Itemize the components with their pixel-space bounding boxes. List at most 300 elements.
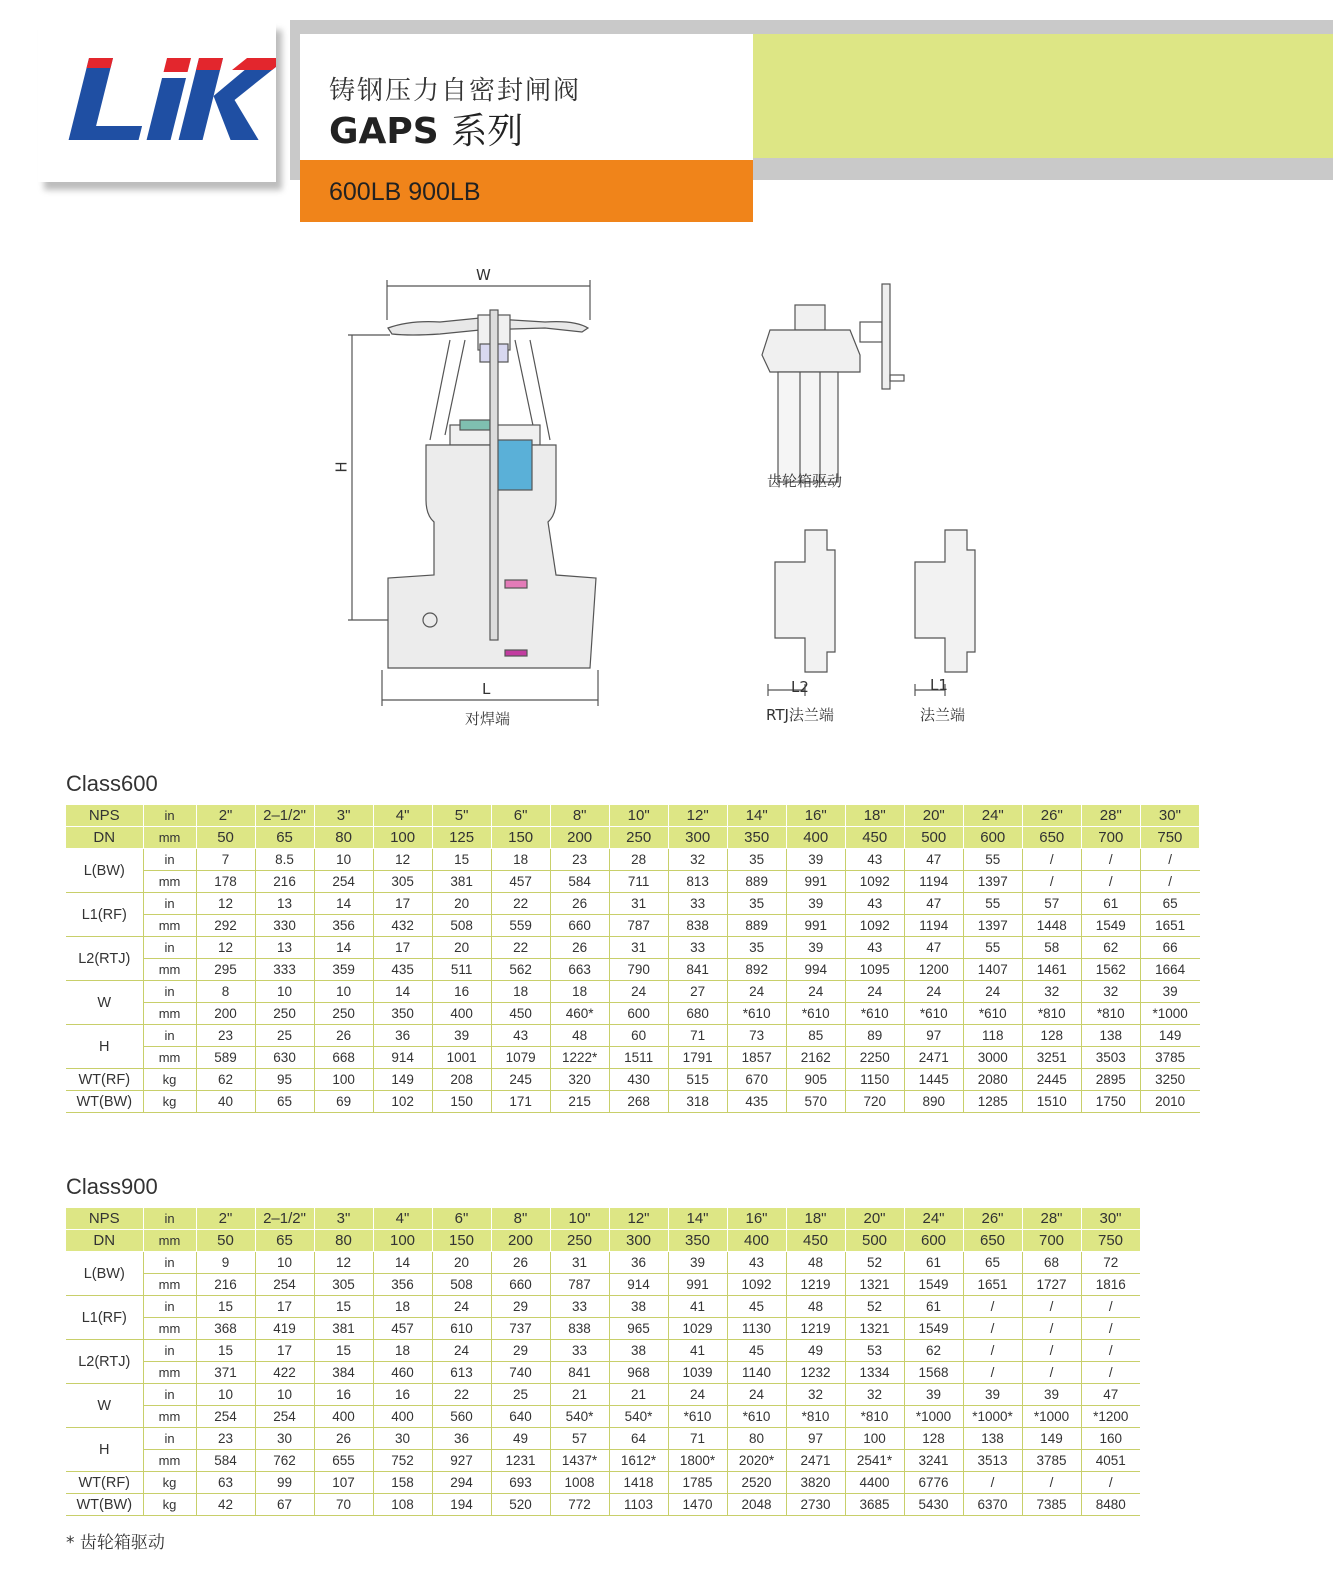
table-cell: 350 (373, 1003, 432, 1025)
dimension-label: H (66, 1025, 143, 1069)
table-cell: *810 (845, 1406, 904, 1428)
dn-value: 200 (491, 1230, 550, 1252)
unit-label: mm (143, 1362, 196, 1384)
table-cell: 52 (845, 1252, 904, 1274)
table-cell: 69 (314, 1091, 373, 1113)
table-cell: 22 (491, 893, 550, 915)
flange-end-caption: 法兰端 (920, 706, 966, 724)
dn-value: 350 (727, 827, 786, 849)
table-cell: 254 (196, 1406, 255, 1428)
table-cell: 435 (373, 959, 432, 981)
unit-label: mm (143, 1406, 196, 1428)
class900-nps-row (66, 1208, 1140, 1230)
table-cell: 422 (255, 1362, 314, 1384)
table-cell: 1140 (727, 1362, 786, 1384)
table-cell: 400 (314, 1406, 373, 1428)
table-cell: 36 (373, 1025, 432, 1047)
table-cell: 149 (1140, 1025, 1199, 1047)
table-cell: 97 (786, 1428, 845, 1450)
dim-l-label: L (482, 680, 491, 698)
table-cell: 2445 (1022, 1069, 1081, 1091)
table-cell: 24 (432, 1340, 491, 1362)
table-cell: 99 (255, 1472, 314, 1494)
table-cell: 991 (668, 1274, 727, 1296)
table-cell: 1727 (1022, 1274, 1081, 1296)
table-cell: 430 (609, 1069, 668, 1091)
table-cell: 613 (432, 1362, 491, 1384)
table-cell: 1092 (845, 915, 904, 937)
nps-value: 2–1/2" (255, 1208, 314, 1230)
table-cell: 3513 (963, 1450, 1022, 1472)
table-cell: 740 (491, 1362, 550, 1384)
table-cell: 356 (373, 1274, 432, 1296)
table-cell: 28 (609, 849, 668, 871)
table-cell: 511 (432, 959, 491, 981)
table-cell: 254 (255, 1274, 314, 1296)
class600-weight-row (66, 1069, 1200, 1091)
table-cell: 2471 (904, 1047, 963, 1069)
table-cell: 1130 (727, 1318, 786, 1340)
table-cell: 384 (314, 1362, 373, 1384)
dn-value: 600 (904, 1230, 963, 1252)
table-cell: 40 (196, 1091, 255, 1113)
header-accent-panel (753, 34, 1333, 158)
table-cell: 752 (373, 1450, 432, 1472)
class600-weight-row (66, 1091, 1200, 1113)
dn-value: 700 (1081, 827, 1140, 849)
table-cell: 20 (432, 937, 491, 959)
nps-value: 14" (727, 805, 786, 827)
nps-value: 12" (668, 805, 727, 827)
table-cell: 18 (491, 849, 550, 871)
table-cell: 8 (196, 981, 255, 1003)
table-cell: 1791 (668, 1047, 727, 1069)
class900-dim-row (66, 1318, 1140, 1340)
dn-value: 150 (432, 1230, 491, 1252)
table-cell: *1200 (1081, 1406, 1140, 1428)
table-cell: 15 (196, 1340, 255, 1362)
dn-value: 300 (668, 827, 727, 849)
dn-value: 100 (373, 1230, 432, 1252)
table-cell: 254 (255, 1406, 314, 1428)
table-cell: 33 (550, 1340, 609, 1362)
table-cell: 1612* (609, 1450, 668, 1472)
class900-dim-row (66, 1406, 1140, 1428)
table-cell: 600 (609, 1003, 668, 1025)
table-cell: 540* (550, 1406, 609, 1428)
nps-value: 28" (1022, 1208, 1081, 1230)
table-cell: 200 (196, 1003, 255, 1025)
table-cell: 171 (491, 1091, 550, 1113)
table-cell: 2162 (786, 1047, 845, 1069)
class900-weight-row (66, 1472, 1140, 1494)
table-cell: 737 (491, 1318, 550, 1340)
unit-label: kg (143, 1069, 196, 1091)
table-cell: 460* (550, 1003, 609, 1025)
table-cell: 14 (373, 1252, 432, 1274)
table-cell: 25 (491, 1384, 550, 1406)
table-cell: 560 (432, 1406, 491, 1428)
table-cell: 381 (314, 1318, 373, 1340)
table-cell: 160 (1081, 1428, 1140, 1450)
table-cell: 14 (314, 893, 373, 915)
table-cell: 1029 (668, 1318, 727, 1340)
table-cell: 1461 (1022, 959, 1081, 981)
table-cell: / (1081, 1472, 1140, 1494)
class600-dim-row (66, 915, 1200, 937)
unit-label: kg (143, 1472, 196, 1494)
weight-label: WT(BW) (66, 1494, 143, 1516)
dimension-label: L2(RTJ) (66, 1340, 143, 1384)
weight-label: WT(BW) (66, 1091, 143, 1113)
nps-value: 12" (609, 1208, 668, 1230)
table-cell: 39 (786, 893, 845, 915)
table-cell: *610 (845, 1003, 904, 1025)
nps-value: 26" (1022, 805, 1081, 827)
table-cell: 3241 (904, 1450, 963, 1472)
gearbox-drawing (762, 284, 904, 482)
table-cell: 65 (255, 1091, 314, 1113)
nps-value: 8" (550, 805, 609, 827)
table-cell: 2020* (727, 1450, 786, 1472)
table-cell: 55 (963, 937, 1022, 959)
table-cell: *610 (727, 1406, 786, 1428)
dn-value: 150 (491, 827, 550, 849)
unit-label: in (143, 893, 196, 915)
table-cell: 1407 (963, 959, 1022, 981)
class600-dim-row (66, 937, 1200, 959)
table-cell: 457 (491, 871, 550, 893)
table-cell: 6370 (963, 1494, 1022, 1516)
table-cell: 1194 (904, 915, 963, 937)
table-cell: 24 (963, 981, 1022, 1003)
unit-label: in (143, 1025, 196, 1047)
nps-value: 24" (963, 805, 1022, 827)
table-cell: 772 (550, 1494, 609, 1516)
unit-label: in (143, 849, 196, 871)
table-cell: 208 (432, 1069, 491, 1091)
table-cell: 158 (373, 1472, 432, 1494)
table-cell: 1511 (609, 1047, 668, 1069)
table-cell: 100 (845, 1428, 904, 1450)
class900-dim-row (66, 1340, 1140, 1362)
table-cell: 515 (668, 1069, 727, 1091)
table-cell: 450 (491, 1003, 550, 1025)
table-cell: 640 (491, 1406, 550, 1428)
table-cell: 17 (373, 937, 432, 959)
nps-value: 4" (373, 1208, 432, 1230)
table-cell: 10 (196, 1384, 255, 1406)
table-cell: 39 (668, 1252, 727, 1274)
table-cell: 670 (727, 1069, 786, 1091)
table-cell: 400 (432, 1003, 491, 1025)
table-cell: 14 (373, 981, 432, 1003)
table-cell: 838 (550, 1318, 609, 1340)
table-cell: 838 (668, 915, 727, 937)
table-cell: 460 (373, 1362, 432, 1384)
table-cell: 7 (196, 849, 255, 871)
table-cell: 1103 (609, 1494, 668, 1516)
table-cell: 8480 (1081, 1494, 1140, 1516)
table-cell: 62 (1081, 937, 1140, 959)
table-cell: *610 (727, 1003, 786, 1025)
table-cell: 10 (255, 1384, 314, 1406)
table-cell: 29 (491, 1296, 550, 1318)
table-cell: 1445 (904, 1069, 963, 1091)
nps-value: 28" (1081, 805, 1140, 827)
table-cell: / (1022, 1318, 1081, 1340)
table-cell: 13 (255, 937, 314, 959)
table-cell: 85 (786, 1025, 845, 1047)
table-cell: 31 (609, 937, 668, 959)
table-cell: 20 (432, 1252, 491, 1274)
table-cell: 1549 (904, 1274, 963, 1296)
table-cell: 150 (432, 1091, 491, 1113)
table-cell: 2010 (1140, 1091, 1199, 1113)
table-cell: 18 (491, 981, 550, 1003)
table-cell: 991 (786, 915, 845, 937)
table-cell: 24 (786, 981, 845, 1003)
table-cell: 1200 (904, 959, 963, 981)
dimension-label: W (66, 1384, 143, 1428)
dn-value: 125 (432, 827, 491, 849)
table-cell: 589 (196, 1047, 255, 1069)
table-cell: / (963, 1340, 1022, 1362)
table-cell: 27 (668, 981, 727, 1003)
table-cell: / (1081, 1318, 1140, 1340)
dimension-label: L1(RF) (66, 1296, 143, 1340)
table-cell: 33 (550, 1296, 609, 1318)
table-cell: / (1022, 1340, 1081, 1362)
table-cell: 693 (491, 1472, 550, 1494)
dn-value: 450 (786, 1230, 845, 1252)
table-cell: 2048 (727, 1494, 786, 1516)
class600-dim-row (66, 849, 1200, 871)
table-cell: / (963, 1472, 1022, 1494)
table-cell: 18 (550, 981, 609, 1003)
table-cell: 1397 (963, 871, 1022, 893)
table-cell: 965 (609, 1318, 668, 1340)
nps-value: 3" (314, 1208, 373, 1230)
table-cell: 89 (845, 1025, 904, 1047)
series-code: GAPS (329, 111, 439, 152)
class600-dim-row (66, 871, 1200, 893)
table-cell: 18 (373, 1296, 432, 1318)
class600-dim-row (66, 893, 1200, 915)
gearbox-caption: 齿轮箱驱动 (767, 472, 843, 490)
unit-label: mm (143, 1318, 196, 1340)
table-cell: 330 (255, 915, 314, 937)
unit-label: mm (143, 827, 196, 849)
table-cell: 6776 (904, 1472, 963, 1494)
table-cell: 49 (786, 1340, 845, 1362)
table-cell: 42 (196, 1494, 255, 1516)
table-cell: 15 (314, 1296, 373, 1318)
table-cell: 968 (609, 1362, 668, 1384)
table-cell: / (1140, 849, 1199, 871)
table-cell: 660 (550, 915, 609, 937)
table-cell: 320 (550, 1069, 609, 1091)
table-cell: 2250 (845, 1047, 904, 1069)
nps-value: 8" (491, 1208, 550, 1230)
unit-label: mm (143, 1274, 196, 1296)
dn-value: 650 (1022, 827, 1081, 849)
table-cell: 41 (668, 1296, 727, 1318)
table-cell: 1001 (432, 1047, 491, 1069)
table-cell: 1232 (786, 1362, 845, 1384)
table-cell: *1000 (1140, 1003, 1199, 1025)
table-cell: 905 (786, 1069, 845, 1091)
table-cell: 26 (314, 1428, 373, 1450)
dn-value: 450 (845, 827, 904, 849)
table-cell: *810 (786, 1406, 845, 1428)
butt-weld-caption: 对焊端 (465, 710, 511, 728)
table-cell: 17 (255, 1340, 314, 1362)
table-cell: 1651 (963, 1274, 1022, 1296)
table-cell: 58 (1022, 937, 1081, 959)
table-cell: 48 (550, 1025, 609, 1047)
table-cell: 3685 (845, 1494, 904, 1516)
dn-label: DN (66, 1230, 143, 1252)
dimension-label: H (66, 1428, 143, 1472)
table-cell: 663 (550, 959, 609, 981)
table-cell: 356 (314, 915, 373, 937)
dn-value: 50 (196, 1230, 255, 1252)
table-cell: 23 (196, 1428, 255, 1450)
table-cell: 39 (1140, 981, 1199, 1003)
table-cell: 95 (255, 1069, 314, 1091)
dn-value: 750 (1140, 827, 1199, 849)
table-cell: 368 (196, 1318, 255, 1340)
table-cell: 53 (845, 1340, 904, 1362)
table-cell: 1510 (1022, 1091, 1081, 1113)
table-cell: 3785 (1022, 1450, 1081, 1472)
table-cell: 57 (1022, 893, 1081, 915)
table-cell: / (963, 1362, 1022, 1384)
table-cell: 61 (904, 1296, 963, 1318)
table-cell: 149 (373, 1069, 432, 1091)
table-cell: 149 (1022, 1428, 1081, 1450)
table-cell: 21 (609, 1384, 668, 1406)
unit-label: in (143, 981, 196, 1003)
class600-dim-row (66, 959, 1200, 981)
valve-drawings (330, 260, 1010, 740)
table-cell: 62 (196, 1069, 255, 1091)
table-cell: 1418 (609, 1472, 668, 1494)
table-cell: 1651 (1140, 915, 1199, 937)
table-cell: 12 (196, 893, 255, 915)
table-cell: 1079 (491, 1047, 550, 1069)
class600-dim-row (66, 1003, 1200, 1025)
rtj-flange-caption: RTJ法兰端 (766, 706, 834, 724)
table-cell: 254 (314, 871, 373, 893)
table-cell: 22 (432, 1384, 491, 1406)
table-cell: 787 (609, 915, 668, 937)
table-cell: *610 (668, 1406, 727, 1428)
table-cell: 61 (1081, 893, 1140, 915)
table-cell: 43 (845, 893, 904, 915)
table-cell: 2080 (963, 1069, 1022, 1091)
table-cell: 1785 (668, 1472, 727, 1494)
table-cell: 359 (314, 959, 373, 981)
table-cell: 1568 (904, 1362, 963, 1384)
table-cell: 43 (727, 1252, 786, 1274)
table-cell: 584 (550, 871, 609, 893)
nps-value: 10" (609, 805, 668, 827)
table-cell: 10 (314, 849, 373, 871)
dim-h-label: H (332, 461, 351, 473)
table-cell: / (1022, 849, 1081, 871)
logo (38, 22, 276, 182)
table-cell: 268 (609, 1091, 668, 1113)
table-cell: 1150 (845, 1069, 904, 1091)
table-cell: 62 (904, 1340, 963, 1362)
nps-value: 18" (786, 1208, 845, 1230)
nps-value: 30" (1140, 805, 1199, 827)
table-cell: 216 (255, 871, 314, 893)
table-cell: 841 (550, 1362, 609, 1384)
unit-label: mm (143, 1047, 196, 1069)
table-cell: 13 (255, 893, 314, 915)
class600-dimension-table (66, 805, 1200, 1113)
table-cell: 841 (668, 959, 727, 981)
table-cell: *1000 (904, 1406, 963, 1428)
table-cell: 2895 (1081, 1069, 1140, 1091)
table-cell: 17 (255, 1296, 314, 1318)
table-cell: 65 (1140, 893, 1199, 915)
class600-dim-row (66, 981, 1200, 1003)
table-cell: 660 (491, 1274, 550, 1296)
dn-value: 65 (255, 827, 314, 849)
table-cell: 31 (609, 893, 668, 915)
table-cell: 30 (255, 1428, 314, 1450)
unit-label: mm (143, 871, 196, 893)
table-cell: 17 (373, 893, 432, 915)
table-cell: / (963, 1318, 1022, 1340)
table-cell: 2520 (727, 1472, 786, 1494)
table-cell: 63 (196, 1472, 255, 1494)
nps-value: 10" (550, 1208, 609, 1230)
table-cell: 107 (314, 1472, 373, 1494)
table-cell: 1562 (1081, 959, 1140, 981)
table-cell: 1857 (727, 1047, 786, 1069)
table-cell: 24 (727, 1384, 786, 1406)
table-cell: / (963, 1296, 1022, 1318)
table-cell: / (1022, 1362, 1081, 1384)
table-cell: 1321 (845, 1274, 904, 1296)
dn-value: 300 (609, 1230, 668, 1252)
weight-label: WT(RF) (66, 1472, 143, 1494)
table-cell: 71 (668, 1428, 727, 1450)
table-cell: 194 (432, 1494, 491, 1516)
table-cell: 1219 (786, 1274, 845, 1296)
dn-value: 250 (609, 827, 668, 849)
table-cell: 457 (373, 1318, 432, 1340)
table-cell: 24 (727, 981, 786, 1003)
table-cell: 71 (668, 1025, 727, 1047)
class600-dim-row (66, 1025, 1200, 1047)
table-cell: 570 (786, 1091, 845, 1113)
dn-value: 100 (373, 827, 432, 849)
table-cell: 41 (668, 1340, 727, 1362)
unit-label: kg (143, 1494, 196, 1516)
table-cell: 1816 (1081, 1274, 1140, 1296)
dn-label: DN (66, 827, 143, 849)
table-cell: 711 (609, 871, 668, 893)
table-cell: 318 (668, 1091, 727, 1113)
table-cell: 559 (491, 915, 550, 937)
nps-value: 14" (668, 1208, 727, 1230)
